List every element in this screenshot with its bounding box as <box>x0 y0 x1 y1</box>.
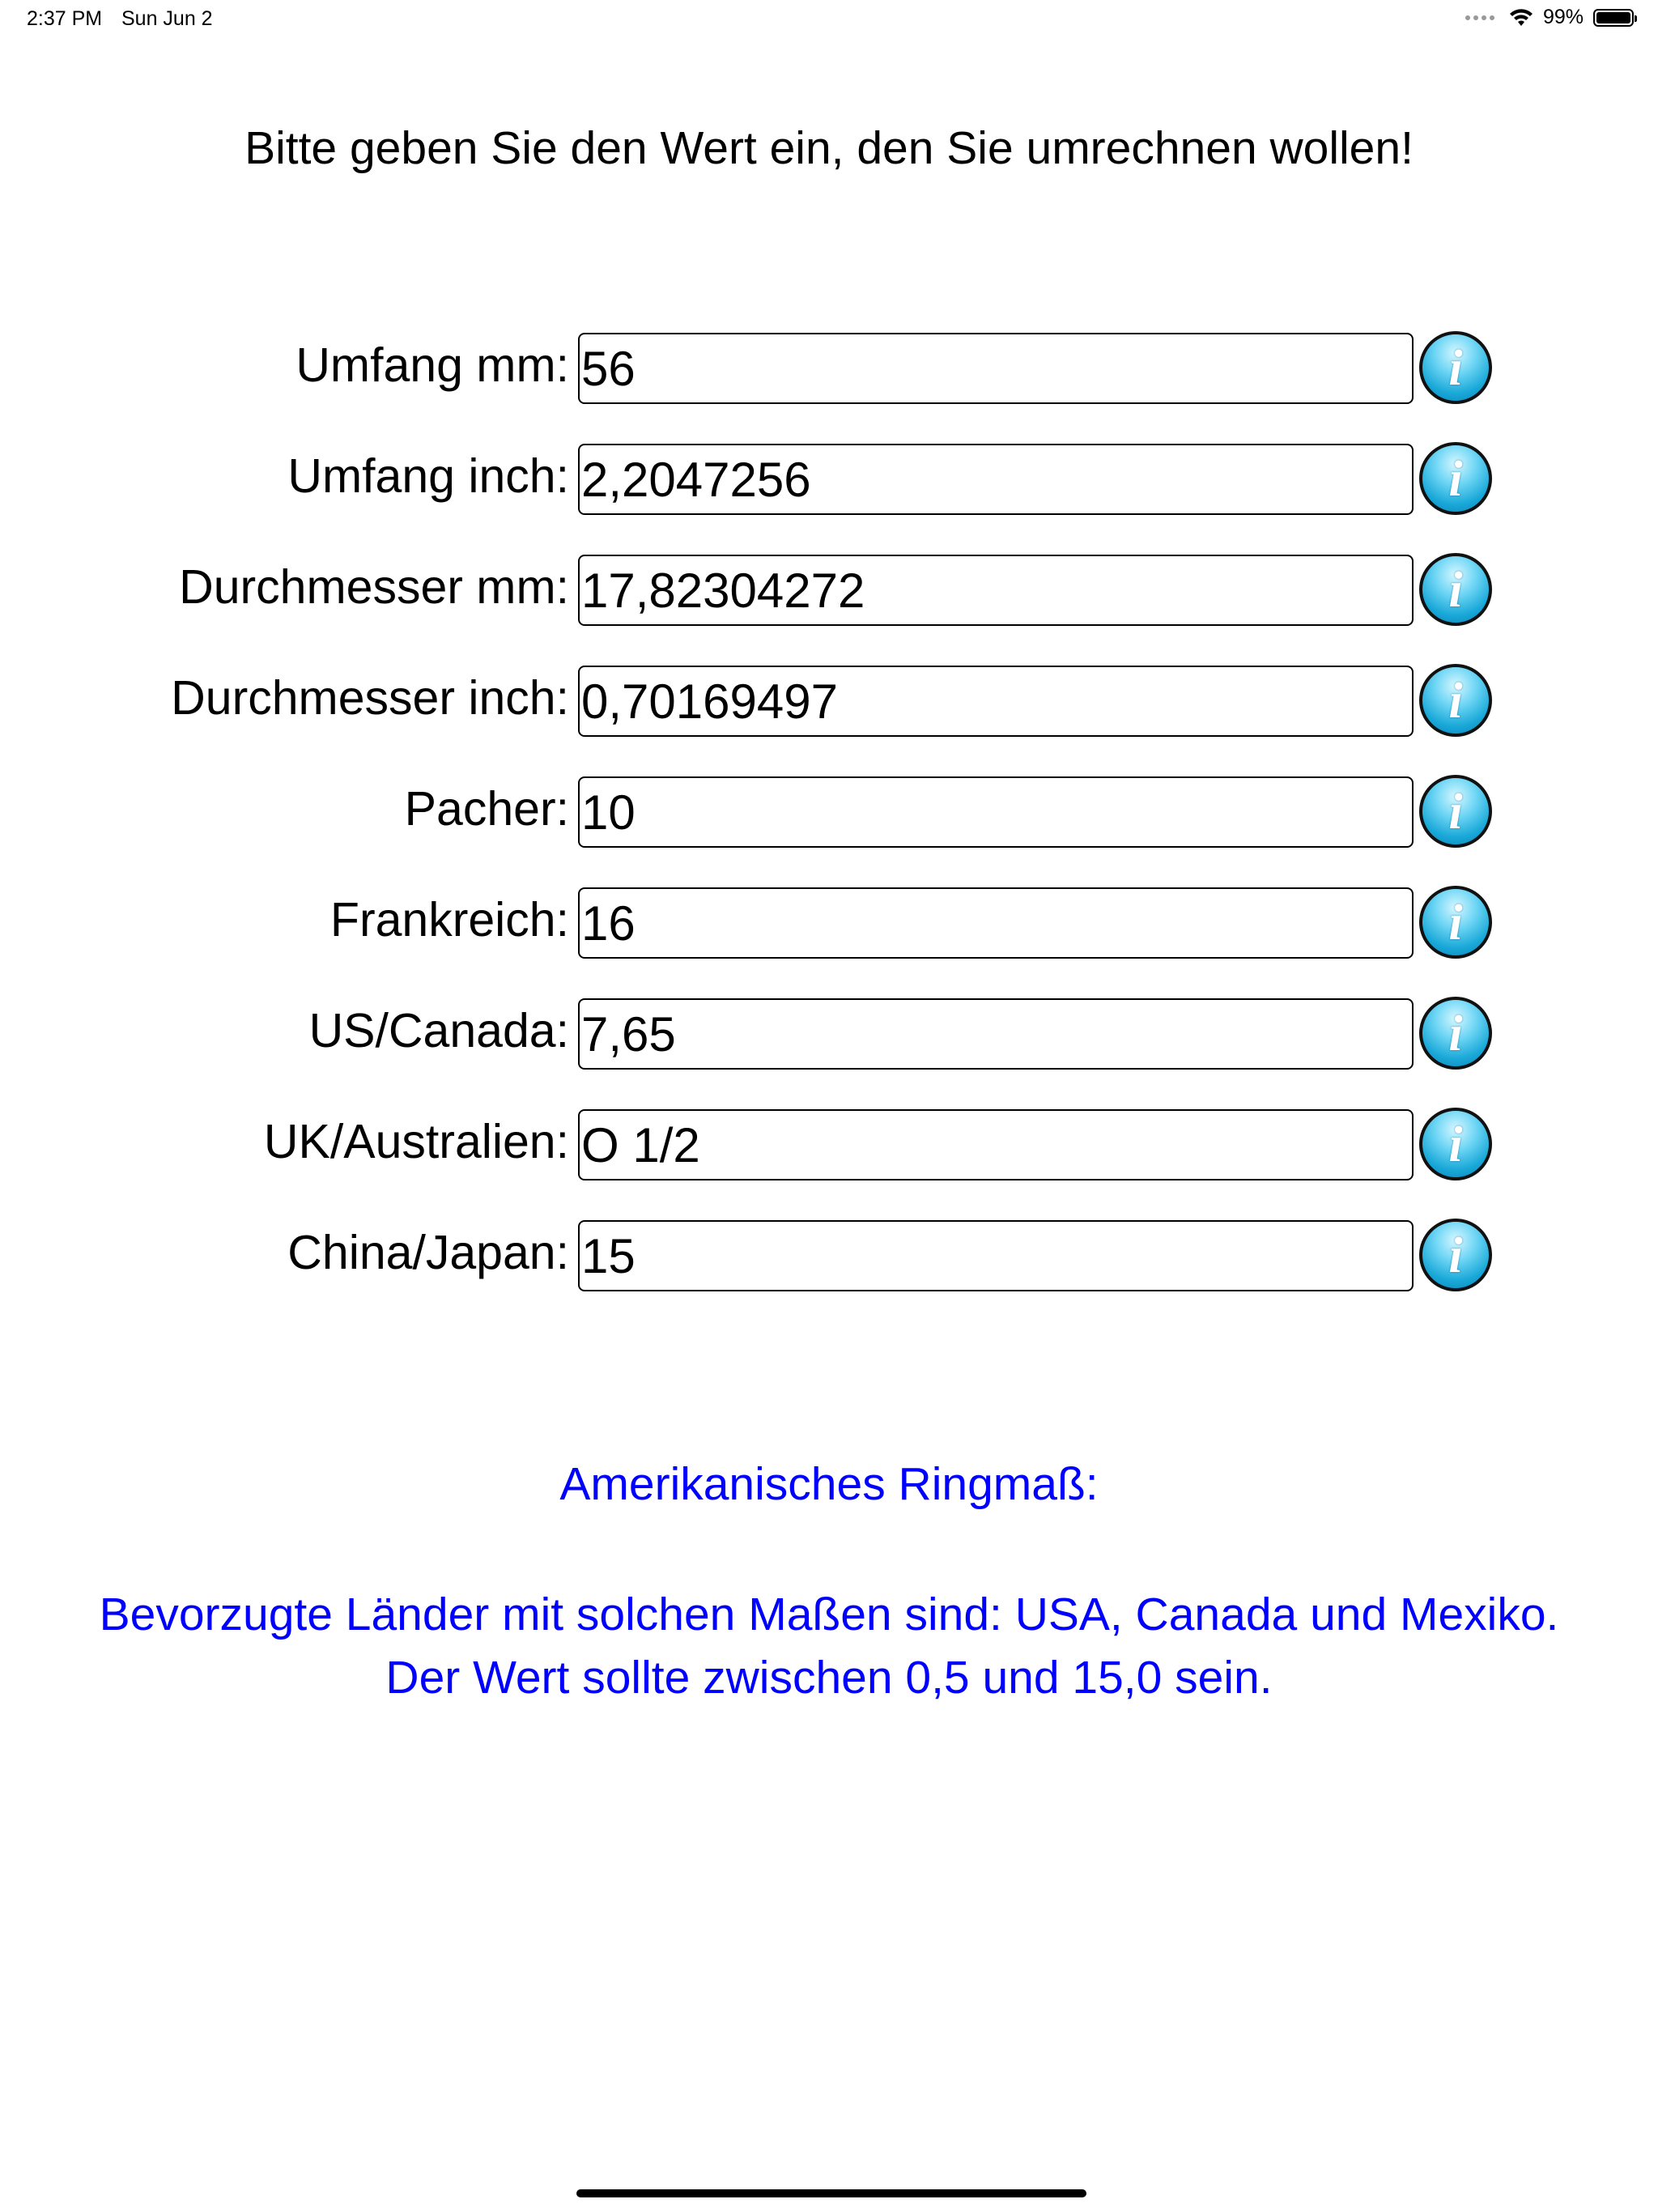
uk-australien-input[interactable] <box>578 1109 1414 1180</box>
info-icon: i <box>1448 341 1463 396</box>
row-label: UK/Australien: <box>263 1115 569 1168</box>
row-label: Pacher: <box>404 782 569 836</box>
info-description <box>0 1583 1658 1709</box>
row-label: Durchmesser mm: <box>179 560 569 614</box>
info-button[interactable] <box>1419 553 1492 626</box>
status-date: Sun Jun 2 <box>121 7 213 30</box>
row-durchmesser-inch <box>0 661 1658 772</box>
info-icon: i <box>1448 785 1463 840</box>
durchmesser-inch-input[interactable] <box>578 666 1414 737</box>
row-durchmesser-mm <box>0 550 1658 661</box>
status-indicators <box>1465 6 1634 29</box>
info-icon: i <box>1448 1006 1463 1061</box>
row-umfang-inch <box>0 439 1658 550</box>
info-button[interactable] <box>1419 1219 1492 1291</box>
status-time: 2:37 PM <box>27 7 103 30</box>
info-title: Amerikanisches Ringmaß: <box>559 1458 1099 1510</box>
row-label: China/Japan: <box>287 1226 569 1279</box>
row-china-japan <box>0 1215 1658 1326</box>
china-japan-input[interactable] <box>578 1220 1414 1291</box>
durchmesser-mm-input[interactable] <box>578 555 1414 626</box>
info-button[interactable] <box>1419 1108 1492 1180</box>
row-pacher <box>0 772 1658 883</box>
info-button[interactable] <box>1419 775 1492 848</box>
row-label: Frankreich: <box>329 893 569 946</box>
us-canada-input[interactable] <box>578 998 1414 1070</box>
umfang-mm-input[interactable] <box>578 333 1414 404</box>
info-line: Bevorzugte Länder mit solchen Maßen sind: USA, Canada und Mexiko. <box>99 1589 1559 1640</box>
info-icon: i <box>1448 1117 1463 1172</box>
info-icon: i <box>1448 895 1463 951</box>
page-heading: Bitte geben Sie den Wert ein, den Sie umrechnen wollen! <box>244 122 1414 174</box>
umfang-inch-input[interactable] <box>578 444 1414 515</box>
battery-fill <box>1596 12 1630 23</box>
row-us-canada <box>0 993 1658 1104</box>
info-button[interactable] <box>1419 442 1492 515</box>
info-icon: i <box>1448 1228 1463 1283</box>
wifi-icon <box>1509 8 1533 28</box>
info-button[interactable] <box>1419 331 1492 404</box>
info-icon: i <box>1448 674 1463 729</box>
battery-icon <box>1593 9 1634 27</box>
status-bar <box>0 0 1658 39</box>
row-label: Umfang mm: <box>295 338 569 392</box>
info-button[interactable] <box>1419 997 1492 1070</box>
info-button[interactable] <box>1419 886 1492 959</box>
frankreich-input[interactable] <box>578 887 1414 959</box>
info-button[interactable] <box>1419 664 1492 737</box>
row-label: Durchmesser inch: <box>171 671 569 725</box>
battery-percent: 99% <box>1542 6 1584 28</box>
home-indicator[interactable] <box>576 2189 1086 2197</box>
row-label: Umfang inch: <box>287 449 569 503</box>
conversion-form <box>0 328 1658 1326</box>
pacher-input[interactable] <box>578 776 1414 848</box>
row-label: US/Canada: <box>308 1004 569 1057</box>
cellular-signal-icon <box>1465 15 1494 20</box>
row-uk-australien <box>0 1104 1658 1215</box>
info-icon: i <box>1448 452 1463 507</box>
info-line: Der Wert sollte zwischen 0,5 und 15,0 sein. <box>385 1652 1273 1704</box>
row-umfang-mm <box>0 328 1658 439</box>
info-icon: i <box>1448 563 1463 618</box>
row-frankreich <box>0 883 1658 993</box>
